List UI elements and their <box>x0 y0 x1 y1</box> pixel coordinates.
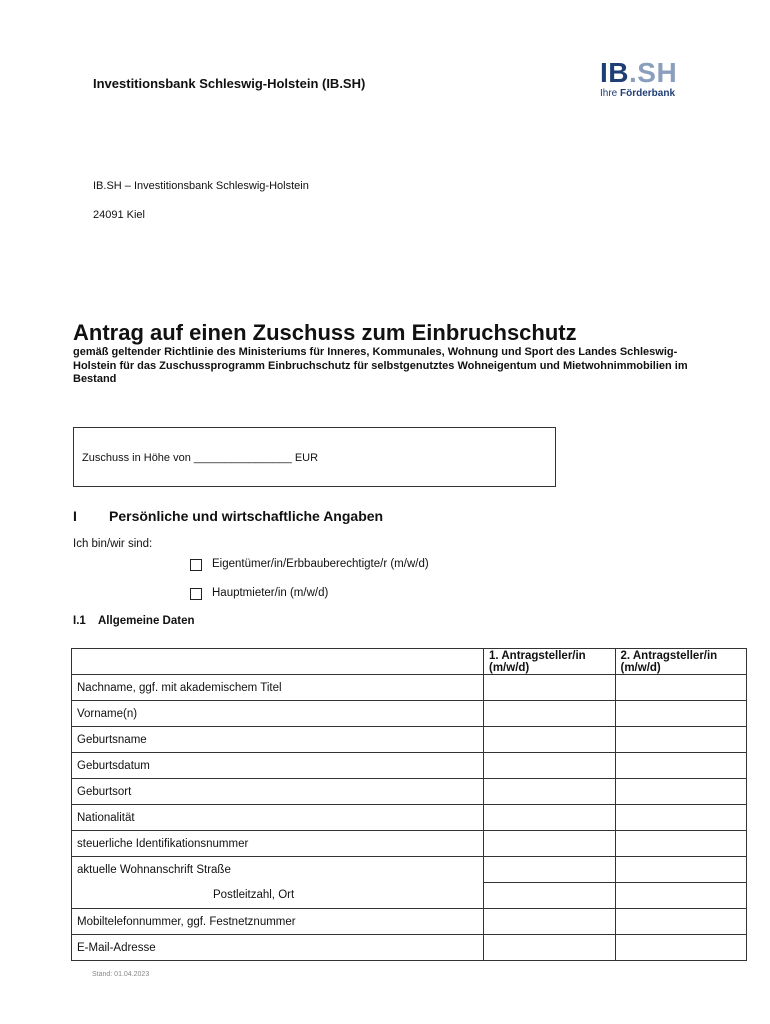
footer-stand-date: Stand: 01.04.2023 <box>92 971 150 978</box>
applicant-intro: Ich bin/wir sind: <box>73 538 153 550</box>
applicant-1-cell[interactable] <box>484 935 616 961</box>
row-label: aktuelle Wohnanschrift Straße <box>72 857 484 883</box>
form-title: Antrag auf einen Zuschuss zum Einbruchschutz <box>73 320 577 345</box>
table-row <box>72 753 747 779</box>
ibsh-logo <box>600 58 700 100</box>
logo-tag-bold: Förderbank <box>620 88 676 99</box>
table-row <box>72 727 747 753</box>
table-row <box>72 701 747 727</box>
table-header-empty <box>72 649 484 675</box>
applicant-2-cell[interactable] <box>615 909 747 935</box>
address-line-2: 24091 Kiel <box>93 209 145 221</box>
table-header-applicant-1: 1. Antragsteller/in (m/w/d) <box>484 649 616 675</box>
table-row <box>72 883 747 909</box>
table-row <box>72 805 747 831</box>
applicant-2-cell[interactable] <box>615 701 747 727</box>
applicant-2-cell[interactable] <box>615 779 747 805</box>
bank-heading: Investitionsbank Schleswig-Holstein (IB.SH) <box>93 76 366 91</box>
applicant-1-cell[interactable] <box>484 909 616 935</box>
applicant-2-cell[interactable] <box>615 805 747 831</box>
row-label: Geburtsname <box>72 727 484 753</box>
applicant-1-cell[interactable] <box>484 675 616 701</box>
table-row <box>72 935 747 961</box>
general-data-table <box>71 648 747 961</box>
table-row <box>72 857 747 883</box>
applicant-1-cell[interactable] <box>484 857 616 883</box>
row-label: Mobiltelefonnummer, ggf. Festnetznummer <box>72 909 484 935</box>
logo-tag-light: Ihre <box>600 88 621 99</box>
table-header-row <box>72 649 747 675</box>
applicant-1-cell[interactable] <box>484 727 616 753</box>
row-label: E-Mail-Adresse <box>72 935 484 961</box>
section-title: Persönliche und wirtschaftliche Angaben <box>109 508 384 524</box>
applicant-1-cell[interactable] <box>484 779 616 805</box>
section-number: I <box>73 508 77 524</box>
owner-checkbox[interactable] <box>190 559 202 571</box>
amount-box <box>73 427 556 487</box>
logo-wordmark <box>600 58 700 88</box>
form-subtitle: gemäß geltender Richtlinie des Ministeriums für Inneres, Kommunales, Wohnung und Sport des Landes Schleswig-Holstein für das Zuschussprogramm Einbruchschutz für selbstgenutztes Wohneigentum und Mietwohnimmobilien im Bestand <box>73 346 688 385</box>
row-label: Nationalität <box>72 805 484 831</box>
tenant-checkbox-label: Hauptmieter/in (m/w/d) <box>212 587 329 599</box>
row-label: steuerliche Identifikationsnummer <box>72 831 484 857</box>
table-header-applicant-2: 2. Antragsteller/in (m/w/d) <box>615 649 747 675</box>
table-row <box>72 831 747 857</box>
logo-tagline <box>600 88 700 100</box>
applicant-2-cell[interactable] <box>615 883 747 909</box>
row-label: Geburtsdatum <box>72 753 484 779</box>
applicant-1-cell[interactable] <box>484 831 616 857</box>
tenant-checkbox[interactable] <box>190 588 202 600</box>
logo-ib: IB <box>600 57 629 88</box>
applicant-2-cell[interactable] <box>615 831 747 857</box>
row-label: Geburtsort <box>72 779 484 805</box>
applicant-2-cell[interactable] <box>615 727 747 753</box>
table-row <box>72 909 747 935</box>
applicant-1-cell[interactable] <box>484 701 616 727</box>
table-row <box>72 779 747 805</box>
logo-dot: . <box>629 57 638 88</box>
subsection-number: I.1 <box>73 615 86 627</box>
row-label: Vorname(n) <box>72 701 484 727</box>
applicant-2-cell[interactable] <box>615 753 747 779</box>
applicant-1-cell[interactable] <box>484 753 616 779</box>
table-row <box>72 675 747 701</box>
subsection-title: Allgemeine Daten <box>98 615 195 627</box>
amount-field[interactable]: Zuschuss in Höhe von ________________ EUR <box>82 452 319 464</box>
applicant-2-cell[interactable] <box>615 675 747 701</box>
applicant-1-cell[interactable] <box>484 805 616 831</box>
owner-checkbox-label: Eigentümer/in/Erbbauberechtigte/r (m/w/d) <box>212 558 429 570</box>
address-line-1: IB.SH – Investitionsbank Schleswig-Holstein <box>93 180 309 192</box>
row-label: Nachname, ggf. mit akademischem Titel <box>72 675 484 701</box>
logo-sh: SH <box>637 57 678 88</box>
applicant-2-cell[interactable] <box>615 857 747 883</box>
applicant-2-cell[interactable] <box>615 935 747 961</box>
row-label: Postleitzahl, Ort <box>72 883 484 909</box>
applicant-1-cell[interactable] <box>484 883 616 909</box>
